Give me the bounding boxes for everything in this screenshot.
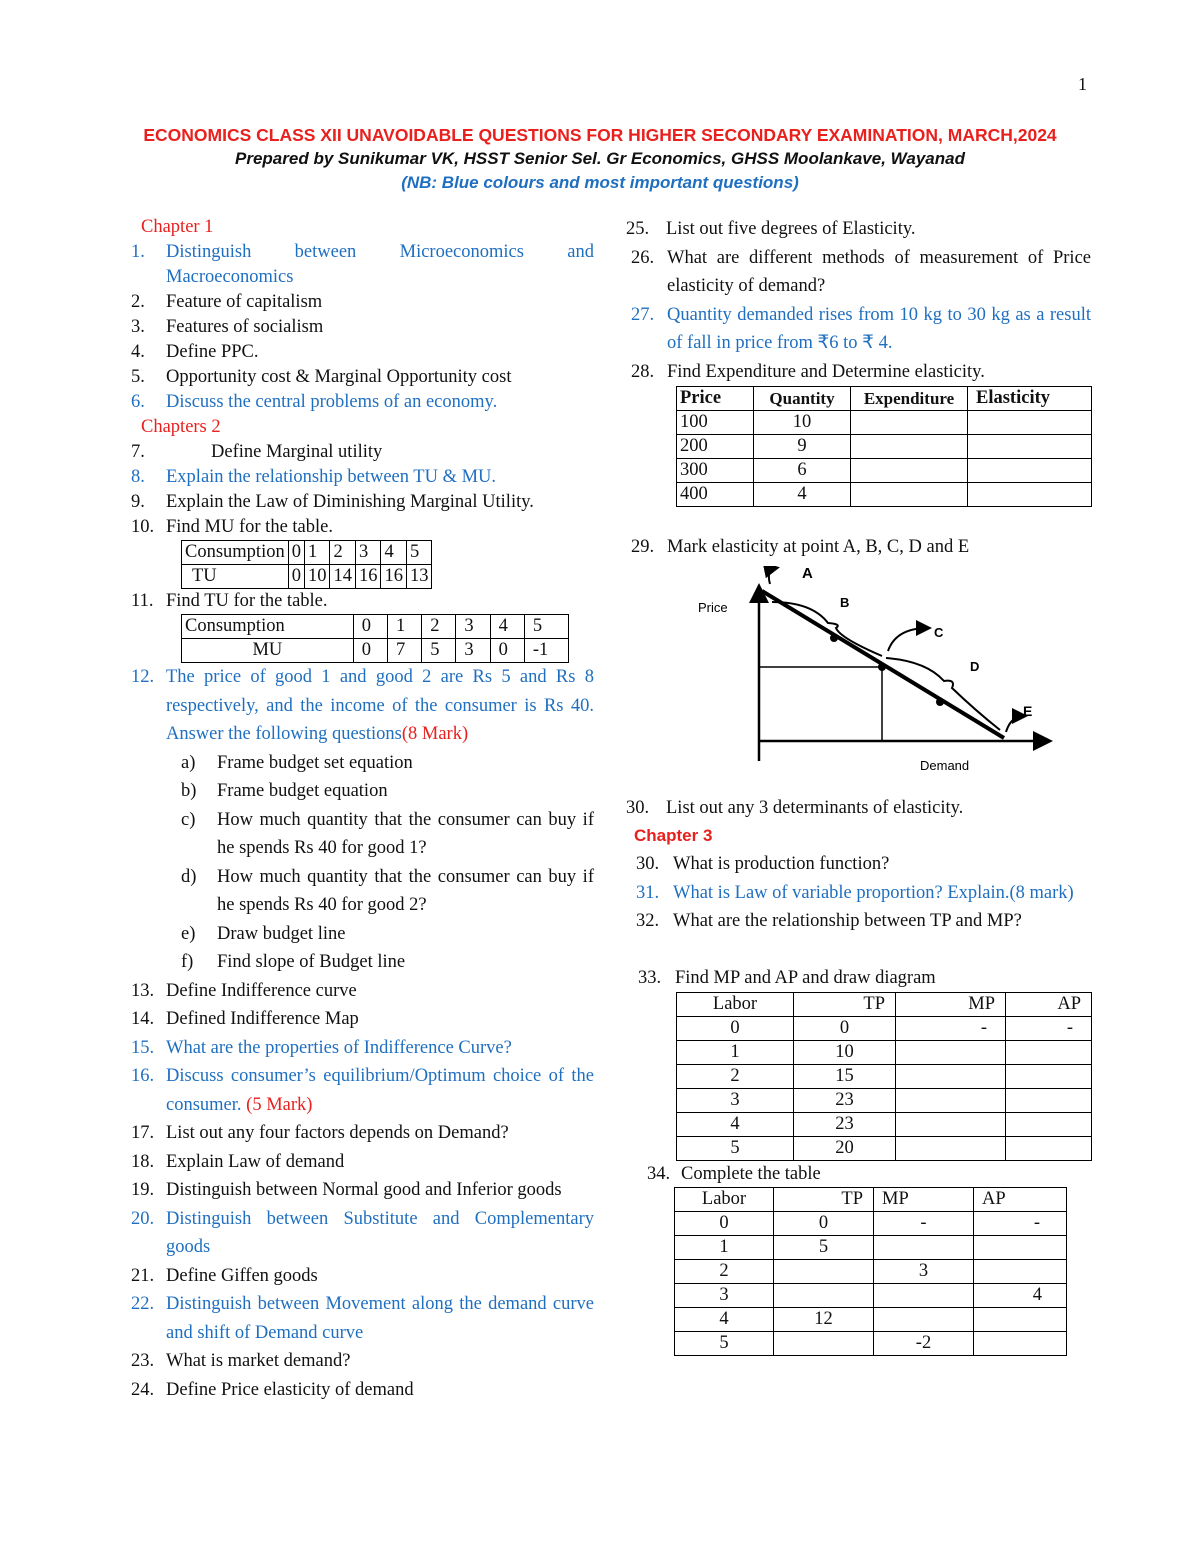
table-cell: 5 — [774, 1236, 874, 1260]
question-31: 31. What is Law of variable proportion? Explain.(8 mark) — [636, 882, 1074, 903]
table-cell: 10 — [794, 1041, 896, 1065]
question-15: 15. What are the properties of Indifference Curve? — [131, 1037, 512, 1058]
table-cell: 0 — [774, 1212, 874, 1236]
tu-table — [181, 540, 432, 589]
table-cell — [851, 483, 968, 507]
question-4: 4. Define PPC. — [131, 342, 259, 362]
table-cell: 2 — [422, 615, 456, 639]
elasticity-table — [676, 386, 1092, 507]
question-12e: e) Draw budget line — [181, 923, 346, 944]
table-row — [677, 1041, 1092, 1065]
table-cell: 0 — [675, 1212, 774, 1236]
label-d: D — [970, 658, 980, 674]
table-row — [675, 1308, 1067, 1332]
table-cell: 0 — [353, 639, 387, 663]
question-25: 25. List out five degrees of Elasticity. — [626, 219, 916, 239]
table-row — [182, 541, 432, 565]
question-26: 26. What are different methods of measurement of Price elasticity of demand? — [631, 247, 1091, 296]
table-cell: 4 — [381, 541, 407, 565]
label-c: C — [934, 624, 944, 640]
colour-note: (NB: Blue colours and most important questions) — [401, 173, 799, 192]
table-cell — [896, 1089, 1006, 1113]
question-8: 8. Explain the relationship between TU & MU. — [131, 467, 497, 487]
table-row — [677, 411, 1092, 435]
question-21: 21. Define Giffen goods — [131, 1265, 318, 1286]
table-cell: 3 — [456, 639, 490, 663]
table-cell: 0 — [490, 639, 524, 663]
table-cell — [851, 411, 968, 435]
table-row — [675, 1260, 1067, 1284]
table-cell: 5 — [524, 615, 568, 639]
table-row — [675, 1188, 1067, 1212]
question-23: 23. What is market demand? — [131, 1351, 351, 1371]
table-row — [677, 459, 1092, 483]
author-line: Prepared by Sunikumar VK, HSST Senior Sel. Gr Economics, GHSS Moolankave, Wayanad — [235, 149, 965, 168]
table-cell: 3 — [675, 1284, 774, 1308]
left-column — [131, 215, 594, 1404]
table-cell: 4 — [490, 615, 524, 639]
table-cell: 100 — [677, 411, 754, 435]
table-row — [677, 1137, 1092, 1161]
table-cell: 1 — [388, 615, 422, 639]
table-cell: 10 — [304, 565, 330, 589]
table-cell: 0 — [288, 565, 304, 589]
table-cell — [968, 483, 1092, 507]
table-row — [182, 639, 569, 663]
x-axis-label: Demand — [920, 757, 970, 773]
table-cell: Consumption — [182, 541, 289, 565]
y-axis-label: Price — [698, 599, 728, 615]
table-row — [675, 1236, 1067, 1260]
table-cell: 23 — [794, 1089, 896, 1113]
table-cell: 15 — [794, 1065, 896, 1089]
table-cell: Consumption — [182, 615, 354, 639]
table-cell: 200 — [677, 435, 754, 459]
question-17: 17. List out any four factors depends on Demand? — [131, 1123, 509, 1143]
table-cell: 9 — [754, 435, 851, 459]
table-cell: - — [874, 1212, 974, 1236]
table-cell: -2 — [874, 1332, 974, 1356]
table-header: MP — [874, 1188, 974, 1212]
question-14: 14. Defined Indifference Map — [131, 1009, 359, 1029]
question-12f: f) Find slope of Budget line — [181, 952, 406, 972]
label-a: A — [802, 565, 813, 582]
table-cell: TU — [182, 565, 289, 589]
table-cell: 23 — [794, 1113, 896, 1137]
table-header: Quantity — [754, 387, 851, 411]
table-cell: 5 — [677, 1137, 794, 1161]
table-cell: 2 — [677, 1065, 794, 1089]
table-cell: 7 — [388, 639, 422, 663]
question-29: 29. Mark elasticity at point A, B, C, D and E — [631, 537, 970, 557]
table-cell: 5 — [406, 541, 432, 565]
table-cell: 4 — [677, 1113, 794, 1137]
question-19: 19. Distinguish between Normal good and Inferior goods — [131, 1180, 562, 1200]
table-cell: 0 — [677, 1017, 794, 1041]
table-cell: -1 — [524, 639, 568, 663]
table-cell — [874, 1284, 974, 1308]
question-34: 34. Complete the table — [647, 1164, 821, 1184]
table-cell — [974, 1260, 1067, 1284]
table-header: Expenditure — [851, 387, 968, 411]
question-30b: 30. What is production function? — [636, 854, 890, 874]
question-5: 5. Opportunity cost & Marginal Opportunity cost — [131, 367, 512, 387]
table-cell — [968, 411, 1092, 435]
mark-label: (5 Mark) — [246, 1094, 313, 1115]
table-cell: 13 — [406, 565, 432, 589]
mu-table — [181, 614, 569, 663]
question-2: 2. Feature of capitalism — [131, 292, 323, 312]
table-header: AP — [1006, 993, 1092, 1017]
table-cell: 300 — [677, 459, 754, 483]
table-cell: 2 — [675, 1260, 774, 1284]
document-header — [0, 122, 1200, 196]
table-cell: 5 — [422, 639, 456, 663]
table-cell — [874, 1308, 974, 1332]
table-cell: 0 — [794, 1017, 896, 1041]
table-cell: 4 — [974, 1284, 1067, 1308]
table-cell: 10 — [754, 411, 851, 435]
question-16: 16. Discuss consumer’s equilibrium/Optimum choice of the consumer. (5 Mark) — [131, 1066, 594, 1115]
table-cell: MU — [182, 639, 354, 663]
table-cell: 0 — [353, 615, 387, 639]
arrow-c — [888, 628, 928, 651]
table-cell: 14 — [330, 565, 356, 589]
table-cell — [896, 1113, 1006, 1137]
question-20: 20. Distinguish between Substitute and Complementary goods — [131, 1208, 594, 1257]
table-header: AP — [974, 1188, 1067, 1212]
table-header: MP — [896, 993, 1006, 1017]
table-row — [677, 1065, 1092, 1089]
table-row — [677, 387, 1092, 411]
table-cell: 3 — [677, 1089, 794, 1113]
question-10: 10. Find MU for the table. — [131, 517, 333, 537]
table-row — [182, 565, 432, 589]
table-header: TP — [774, 1188, 874, 1212]
table-row — [677, 1017, 1092, 1041]
midpoint-c-dot — [878, 663, 886, 671]
table-cell — [1006, 1041, 1092, 1065]
question-32: 32. What are the relationship between TP and MP? — [636, 911, 1022, 931]
document-title: ECONOMICS CLASS XII UNAVOIDABLE QUESTIONS FOR HIGHER SECONDARY EXAMINATION, MARCH,2024 — [143, 125, 1057, 145]
page-number: 1 — [1078, 74, 1087, 94]
table-cell: 0 — [288, 541, 304, 565]
question-22: 22. Distinguish between Movement along the demand curve and shift of Demand curve — [131, 1294, 594, 1343]
point-d-dot — [936, 698, 944, 706]
table-cell: 2 — [330, 541, 356, 565]
table-cell: - — [896, 1017, 1006, 1041]
right-column — [626, 215, 1091, 1356]
table-cell — [896, 1137, 1006, 1161]
mp-ap-table — [676, 992, 1092, 1161]
table-cell — [774, 1260, 874, 1284]
question-33: 33. Find MP and AP and draw diagram — [638, 967, 936, 988]
table-cell: 12 — [774, 1308, 874, 1332]
question-7: 7. Define Marginal utility — [131, 442, 383, 462]
mark-label: (8 Mark) — [401, 724, 469, 744]
table-cell: 3 — [355, 541, 381, 565]
table-cell — [851, 459, 968, 483]
table-cell: 1 — [304, 541, 330, 565]
table-row — [182, 615, 569, 639]
table-cell: 3 — [874, 1260, 974, 1284]
question-28: 28. Find Expenditure and Determine elasticity. — [631, 361, 985, 382]
arrow-a — [769, 568, 776, 584]
question-24: 24. Define Price elasticity of demand — [131, 1379, 414, 1400]
table-row — [675, 1332, 1067, 1356]
table-row — [677, 435, 1092, 459]
label-b: B — [840, 594, 850, 610]
table-header: Price — [677, 387, 754, 411]
label-e: E — [1023, 702, 1033, 719]
table-cell: 5 — [675, 1332, 774, 1356]
chapter-1-heading: Chapter 1 — [141, 217, 214, 237]
table-row — [677, 1089, 1092, 1113]
table-cell: 1 — [677, 1041, 794, 1065]
question-12a: a) Frame budget set equation — [181, 752, 413, 773]
table-cell — [896, 1065, 1006, 1089]
table-cell: 4 — [754, 483, 851, 507]
point-b-dot — [830, 634, 838, 642]
lower-brace — [886, 658, 1000, 730]
table-row — [677, 483, 1092, 507]
table-cell: 20 — [794, 1137, 896, 1161]
table-cell — [974, 1332, 1067, 1356]
table-row — [675, 1212, 1067, 1236]
question-13: 13. Define Indifference curve — [131, 980, 357, 1001]
table-cell — [774, 1332, 874, 1356]
table-cell: 6 — [754, 459, 851, 483]
question-9: 9. Explain the Law of Diminishing Marginal Utility. — [131, 492, 534, 512]
question-12: 12. The price of good 1 and good 2 are Rs 5 and Rs 8 respectively, and the income of the consumer is Rs 40. Answer the following questions(8 Mark) — [131, 667, 594, 744]
table-cell: 4 — [675, 1308, 774, 1332]
table-cell: 1 — [675, 1236, 774, 1260]
table-cell: 16 — [381, 565, 407, 589]
question-12b: b) Frame budget equation — [181, 781, 388, 801]
table-cell: 16 — [355, 565, 381, 589]
table-cell: 400 — [677, 483, 754, 507]
table-cell — [1006, 1089, 1092, 1113]
table-cell: - — [974, 1212, 1067, 1236]
table-header: Labor — [677, 993, 794, 1017]
table-cell — [874, 1236, 974, 1260]
elasticity-diagram — [626, 566, 1091, 796]
question-27: 27. Quantity demanded rises from 10 kg to 30 kg as a result of fall in price from ₹6 to ₹ 4. — [631, 304, 1091, 353]
table-cell — [896, 1041, 1006, 1065]
table-row — [677, 1113, 1092, 1137]
question-3: 3. Features of socialism — [131, 317, 324, 337]
table-row — [677, 993, 1092, 1017]
table-cell — [774, 1284, 874, 1308]
question-11: 11. Find TU for the table. — [131, 591, 328, 611]
table-cell — [968, 435, 1092, 459]
table-header: Elasticity — [968, 387, 1092, 411]
table-header: TP — [794, 993, 896, 1017]
question-12d: d) How much quantity that the consumer can buy if he spends Rs 40 for good 2? — [181, 866, 594, 915]
question-12c: c) How much quantity that the consumer can buy if he spends Rs 40 for good 1? — [181, 809, 594, 858]
question-1: 1. Distinguish between Microeconomics and Macroeconomics — [131, 242, 594, 287]
table-cell — [1006, 1113, 1092, 1137]
table-cell: 3 — [456, 615, 490, 639]
question-6: 6. Discuss the central problems of an economy. — [131, 392, 498, 412]
table-cell — [851, 435, 968, 459]
complete-table — [674, 1187, 1067, 1356]
table-cell — [974, 1236, 1067, 1260]
table-cell — [968, 459, 1092, 483]
question-18: 18. Explain Law of demand — [131, 1151, 345, 1172]
chapter-3-heading: Chapter 3 — [634, 826, 713, 845]
arrow-e — [1006, 716, 1024, 732]
table-cell — [974, 1308, 1067, 1332]
table-cell — [1006, 1065, 1092, 1089]
chapter-2-heading: Chapters 2 — [141, 417, 221, 437]
question-30a: 30. List out any 3 determinants of elasticity. — [626, 797, 964, 818]
table-row — [675, 1284, 1067, 1308]
table-header: Labor — [675, 1188, 774, 1212]
table-cell — [1006, 1137, 1092, 1161]
table-cell: - — [1006, 1017, 1092, 1041]
